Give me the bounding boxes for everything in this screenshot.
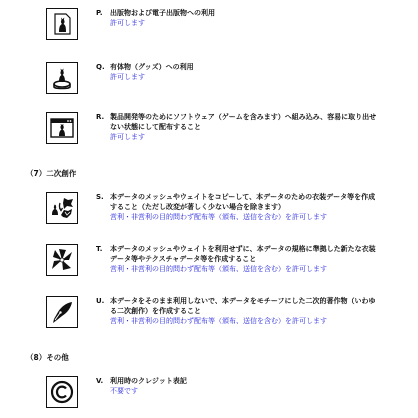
item-letter: P. [96,9,103,17]
item-permission: 不要です [110,387,138,395]
item-title: 出版物および電子出版物への利用 [110,9,215,17]
item-letter: Q. [96,63,105,71]
item-letter: T. [96,245,103,253]
item-permission: 許可します [110,73,145,81]
item-title: 本データのメッシュやウェイトを利用せずに、本データの規格に準拠した新たな衣装データ等やテクスチャデータ等を作成すること [110,245,376,263]
outfit-copy-icon [46,192,78,224]
item-permission: 許可します [110,19,145,27]
section-heading-derivative: （7）二次創作 [26,169,77,178]
item-title: 利用時のクレジット表記 [110,377,187,385]
item-letter: V. [96,377,104,385]
figure-document-icon [46,8,78,40]
item-letter: S. [96,193,104,201]
item-permission: 営利・非営利の目的問わず配布等（頒布、送信を含む）を許可します [110,317,327,325]
item-letter: R. [96,113,105,121]
item-permission: 営利・非営利の目的問わず配布等（頒布、送信を含む）を許可します [110,213,327,221]
item-permission: 許可します [110,133,145,141]
item-title: 製品開発等のためにソフトウェア（ゲームを含みます）へ組み込み、容易に取り出せない状態にして配布すること [110,113,377,131]
copyright-icon [46,376,78,408]
software-window-icon [46,112,78,144]
item-title: 本データをそのまま利用しないで、本データをモチーフにした二次的著作物（いわゆる二次創作）を作成すること [110,297,376,315]
item-title: 本データのメッシュやウェイトをコピーして、本データのための衣装データ等を作成すること（ただし改変が著しく少ない場合を除きます） [110,193,376,211]
figure-on-pedestal-icon [46,62,78,94]
item-permission: 営利・非営利の目的問わず配布等（頒布、送信を含む）を許可します [110,265,327,273]
pen-nib-icon [46,296,78,328]
item-letter: U. [96,297,105,305]
item-title: 有体物（グッズ）への利用 [110,63,194,71]
section-heading-other: （8）その他 [26,353,69,362]
new-outfit-icon [46,244,78,276]
